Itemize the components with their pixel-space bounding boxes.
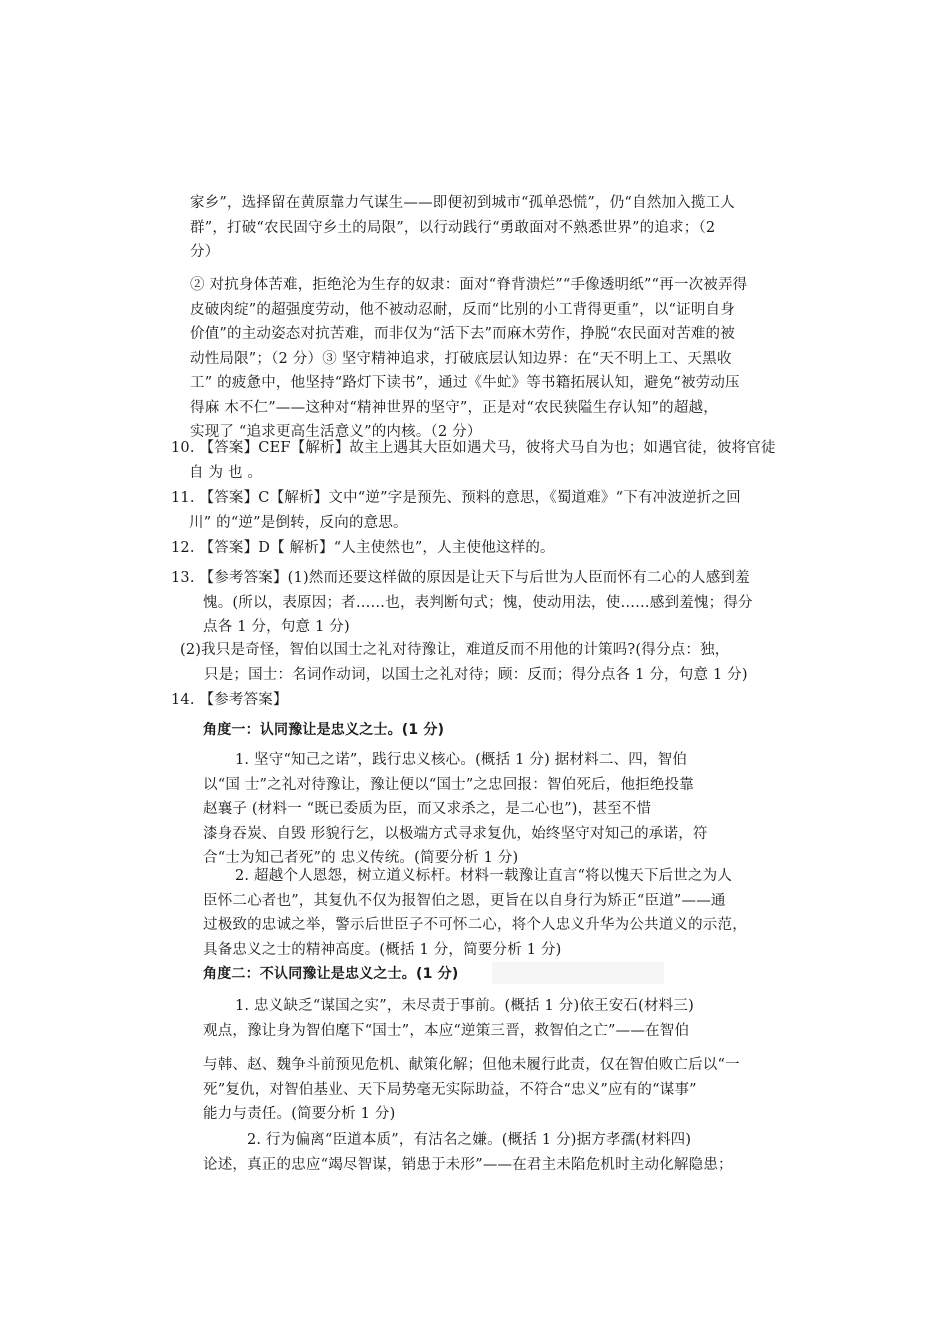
text-line: 1. 忠义缺乏“谋国之实”，未尽责于事前。(概括 1 分)依王安石(材料三) bbox=[235, 998, 694, 1014]
angle-two-point-2 bbox=[203, 1128, 733, 1177]
text-line: 13. 【参考答案】(1)然而还要这样做的原因是让天下与后世为人臣而怀有二心的人感到羞 bbox=[171, 570, 750, 586]
text-line: 与韩、赵、魏争斗前预见危机、献策化解；但他未履行此责，仅在智伯败亡后以“一 bbox=[203, 1057, 740, 1073]
text-line: 臣怀二心者也”，其复仇不仅为报智伯之恩，更旨在以自身行为矫正“臣道”——通 bbox=[203, 892, 726, 909]
text-line: (2)我只是奇怪，智伯以国士之礼对待豫让，难道反而不用他的计策吗?(得分点：独， bbox=[180, 642, 730, 658]
question-10-answer bbox=[171, 436, 776, 485]
text-line: 漆身吞炭、自毁 形貌行乞，以极端方式寻求复仇，始终坚守对知己的承诺，符 bbox=[203, 825, 708, 842]
text-line: 实现了 “追求更高生活意义”的内核。（2 分） bbox=[190, 424, 482, 440]
angle-one-point-1 bbox=[203, 748, 708, 871]
text-line: 合“士为知己者死”的 忠义传统。(简要分析 1 分) bbox=[203, 850, 519, 866]
question-11-answer bbox=[171, 486, 741, 535]
angle-two-point-1-continued bbox=[203, 1053, 740, 1127]
text-line: 死”复仇，对智伯基业、天下局势毫无实际助益，不符合“忠义”应有的“谋事” bbox=[203, 1081, 697, 1098]
text-line: 动性局限”；（2 分）③ 坚守精神追求，打破底层认知边界：在“天不明上工、天黑收 bbox=[190, 350, 732, 367]
text-line: 论述，真正的忠应“竭尽智谋，销患于未形”——在君主未陷危机时主动化解隐患； bbox=[203, 1156, 733, 1173]
text-line: ② 对抗身体苦难，拒绝沦为生存的奴隶：面对“脊背溃烂”“手像透明纸”“再一次被弄得 bbox=[190, 277, 748, 293]
text-line: 得麻 木不仁”——这种对“精神世界的坚守”，正是对“农民狭隘生存认知”的超越， bbox=[190, 399, 718, 416]
text-line: 点各 1 分，句意 1 分) bbox=[203, 619, 350, 635]
continued-paragraph bbox=[190, 191, 735, 265]
text-line: 自 为 也 。 bbox=[189, 464, 263, 481]
question-14-label bbox=[171, 688, 288, 713]
text-line: 1. 坚守“知己之诺”，践行忠义核心。(概括 1 分) 据材料二、四，智伯 bbox=[235, 752, 688, 768]
text-line: 能力与责任。(简要分析 1 分) bbox=[203, 1106, 396, 1122]
text-line: 2. 超越个人恩怨，树立道义标杆。材料一载豫让直言“将以愧天下后世之为人 bbox=[235, 868, 733, 884]
question-13-part-2 bbox=[180, 638, 748, 687]
angle-two-point-1 bbox=[203, 994, 694, 1043]
text-line: 具备忠义之士的精神高度。(概括 1 分，简要分析 1 分) bbox=[203, 941, 562, 958]
text-line: 10. 【答案】CEF【解析】故主上遇其大臣如遇犬马，彼将犬马自为也；如遇官徒，彼将官徒 bbox=[171, 440, 776, 456]
text-line: 家乡”，选择留在黄原靠力气谋生——即便初到城市“孤单恐慌”，仍“自然加入揽工人 bbox=[190, 195, 735, 211]
angle-two-heading bbox=[203, 962, 458, 987]
text-line: 分） bbox=[190, 244, 220, 260]
text-line: 11. 【答案】C【解析】文中“逆”字是预先、预料的意思，《蜀道难》“下有冲波逆折之回 bbox=[171, 490, 741, 506]
question-13-answer bbox=[171, 566, 753, 640]
text-line: 群”，打破“农民固守乡土的局限”，以行动践行“勇敢面对不熟悉世界”的追求；（2 bbox=[190, 219, 716, 236]
text-line: 皮破肉绽”的超强度劳动，他不被动忍耐，反而“比别的小工背得更重”，以“证明自身 bbox=[190, 301, 735, 318]
text-line: 过极致的忠诚之举，警示后世臣子不可怀二心，将个人忠义升华为公共道义的示范， bbox=[203, 917, 747, 933]
heading-text: 角度二：不认同豫让是忠义之士。(1 分) bbox=[203, 966, 459, 982]
angle-one-heading bbox=[203, 718, 444, 743]
text-line: 价值”的主动姿态对抗苦难，而非仅为“活下去”而麻木劳作，挣脱“农民面对苦难的被 bbox=[190, 326, 735, 342]
text-line: 14. 【参考答案】 bbox=[171, 692, 288, 708]
text-line: 观点，豫让身为智伯麾下“国士”，本应“逆策三晋，救智伯之亡”——在智伯 bbox=[203, 1022, 690, 1039]
scan-artifact bbox=[492, 962, 664, 984]
text-line: 川” 的“逆”是倒转，反向的意思。 bbox=[189, 514, 408, 531]
angle-one-point-2 bbox=[203, 864, 747, 962]
question-12-answer bbox=[171, 536, 555, 561]
heading-text: 角度一：认同豫让是忠义之士。(1 分) bbox=[203, 722, 445, 738]
text-line: 12. 【答案】D【 解析】“人主使然也”，人主使他这样的。 bbox=[171, 540, 555, 556]
text-line: 以“国 士”之礼对待豫让，豫让便以“国士”之忠回报：智伯死后，他拒绝投靠 bbox=[203, 776, 694, 793]
text-line: 工” 的疲惫中，他坚持“路灯下读书”，通过《牛虻》等书籍拓展认知，避免“被劳动压 bbox=[190, 375, 740, 391]
text-line: 只是；国士：名词作动词，以国士之礼对待；顾：反而；得分点各 1 分，句意 1 分) bbox=[204, 666, 748, 683]
text-line: 赵襄子 (材料一 “既已委质为臣，而又求杀之，是二心也”)，甚至不惜 bbox=[203, 801, 652, 817]
text-line: 2. 行为偏离“臣道本质”，有沽名之嫌。(概括 1 分)据方孝孺(材料四) bbox=[247, 1132, 692, 1148]
answer-paragraph-2-3 bbox=[190, 273, 747, 445]
text-line: 愧。(所以，表原因；者……也，表判断句式；愧，使动用法，使……感到羞愧；得分 bbox=[203, 594, 753, 611]
